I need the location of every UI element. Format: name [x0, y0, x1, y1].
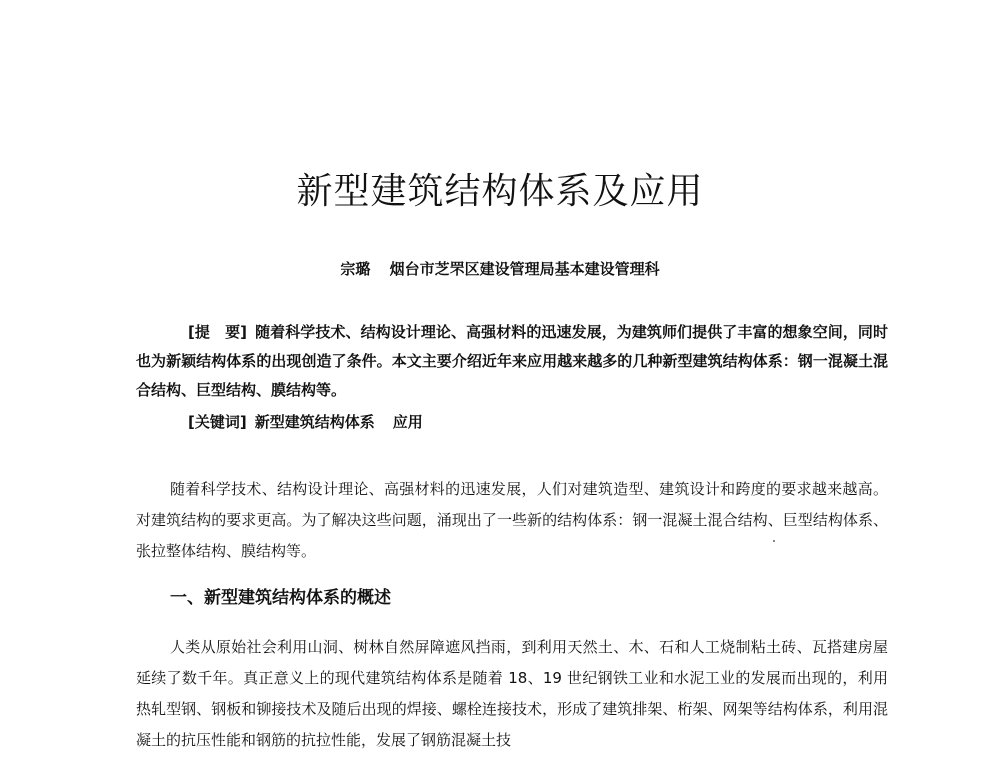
intro-paragraph: 随着科学技术、结构设计理论、高强材料的迅速发展，人们对建筑造型、建筑设计和跨度的要求越来越高。对建筑结构的要求更高。为了解决这些问题，涌现出了一些新的结构体系：钢一混凝土混合结构、巨型结构体系、张拉整体结构、膜结构等。 [136, 480, 888, 560]
abstract-label: [提 要] [188, 323, 247, 341]
section-heading: 一、新型建筑结构体系的概述 [170, 588, 391, 608]
keywords [188, 411, 441, 432]
abstract-text: 随着科学技术、结构设计理论、高强材料的迅速发展，为建筑师们提供了丰富的想象空间，同时也为新颖结构体系的出现创造了条件。本文主要介绍近年来应用越来越多的几种新型建筑结构体系：钢一混凝土混合结构、巨型结构、膜结构等。 [136, 323, 888, 399]
section-paragraph: 人类从原始社会利用山洞、树林自然屏障遮风挡雨，到利用天然土、木、石和人工烧制粘土砖、瓦搭建房屋延续了数千年。真正意义上的现代建筑结构体系是随着 18、19 世纪钢铁工业和水泥工业的发展而出现的，利用热轧型钢、钢板和铆接技术及随后出现的焊接、螺栓连接技术，形成了建筑排架、桁架、网架等结构体系，利用混凝土的抗压性能和钢筋的抗拉性能，发展了钢筋混凝土技 [136, 638, 888, 749]
keyword-item: 新型建筑结构体系 [254, 413, 375, 431]
paper-title: 新型建筑结构体系及应用 [296, 171, 704, 212]
abstract [136, 318, 888, 405]
scan-speck [773, 540, 775, 542]
author-affiliation: 烟台市芝罘区建设管理局基本建设管理科 [389, 260, 660, 278]
byline [0, 258, 1000, 279]
keywords-label: [关键词] [188, 413, 247, 431]
keyword-item: 应用 [392, 413, 423, 431]
author-name: 宗璐 [340, 260, 371, 278]
